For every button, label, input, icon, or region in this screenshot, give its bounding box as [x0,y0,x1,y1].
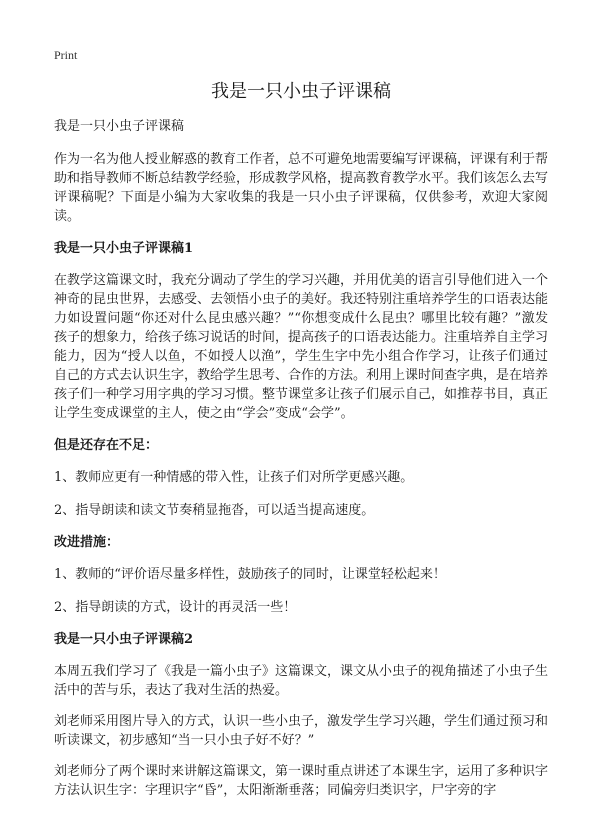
section-2-paragraph-2: 刘老师采用图片导入的方式，认识一些小虫子，激发学生学习兴趣，学生们通过预习和听读课文，初步感知“当一只小虫子好不好？” [54,714,549,748]
improvements-heading: 改进措施： [54,535,120,550]
document-subtitle: 我是一只小虫子评课稿 [54,119,185,134]
section-heading-2: 我是一只小虫子评课稿2 [54,632,194,647]
section-2-paragraph-1: 本周五我们学习了《我是一篇小虫子》这篇课文，课文从小虫子的视角描述了小虫子生活中的苦与乐，表达了我对生活的热爱。 [54,664,549,698]
print-link[interactable]: Print [54,48,78,62]
improvement-item-1: 1、教师的“评价语尽量多样性，鼓励孩子的同时，让课堂轻松起来！ [54,567,446,582]
shortcoming-item-2: 2、指导朗读和读文节奏稍显拖沓，可以适当提高速度。 [54,503,375,518]
page-title: 我是一只小虫子评课稿 [211,81,391,102]
shortcomings-heading: 但是还存在不足： [54,438,159,453]
shortcoming-item-1: 1、教师应更有一种情感的带入性，让孩子们对所学更感兴趣。 [54,470,414,485]
section-1-paragraph: 在教学这篇课文时，我充分调动了学生的学习兴趣，并用优美的语言引导他们进入一个神奇的昆虫世界，去感受、去领悟小虫子的美好。我还特别注重培养学生的口语表达能力如设置问题“你还对什么昆虫感兴趣？”“你想变成什么昆虫？哪里比较有趣？”激发孩子的想象力，给孩子练习说话的时间，提高孩子的口语表达能力。注重培养自主学习能力，因为“授人以鱼，不如授人以渔”，学生生字中先小组合作学习，让孩子们通过自己的方式去认识生字，教给学生思考、合作的方法。利用上课时间查字典，是在培养孩子们一种学习用字典的学习习惯。整节课堂多让孩子们展示自己，如推荐书目，真正让学生变成课堂的主人，使之由“学会”变成“会学”。 [54,273,549,421]
section-2-paragraph-3: 刘老师分了两个课时来讲解这篇课文，第一课时重点讲述了本课生字，运用了多种识字方法认识生字：字理识字“昏”，太阳渐渐垂落；同偏旁归类识字，尸字旁的字 [54,764,549,798]
intro-paragraph: 作为一名为他人授业解惑的教育工作者，总不可避免地需要编写评课稿，评课有利于帮助和指导教师不断总结教学经验，形成教学风格，提高教育教学水平。我们该怎么去写评课稿呢？下面是小编为大家收集的我是一只小虫子评课稿，仅供参考，欢迎大家阅读。 [54,152,549,224]
improvement-item-2: 2、指导朗读的方式，设计的再灵活一些！ [54,600,297,615]
section-heading-1: 我是一只小虫子评课稿1 [54,241,194,256]
